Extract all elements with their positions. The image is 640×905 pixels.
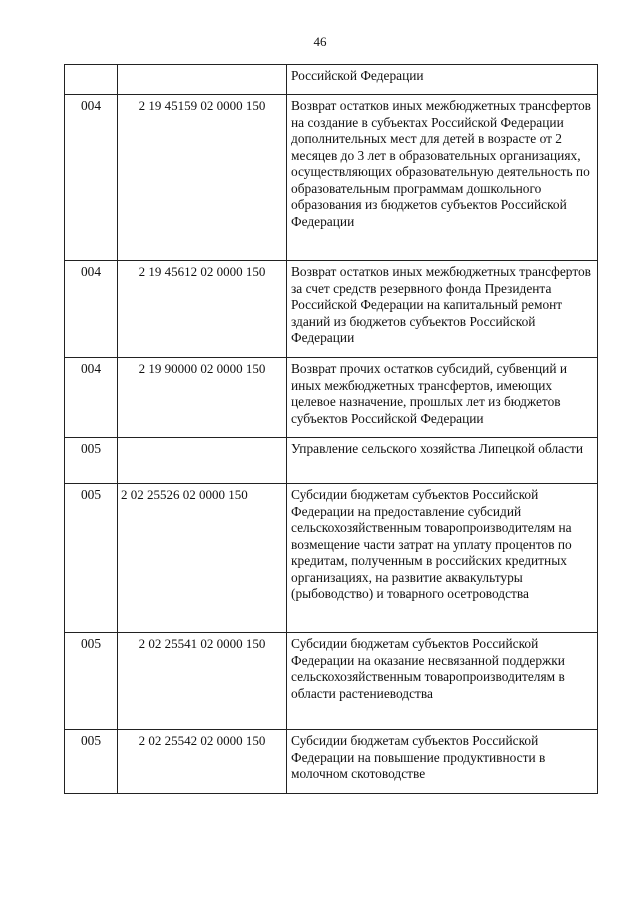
revenue-name-cell: Субсидии бюджетам субъектов Российской Федерации на оказание несвязанной поддержки сельскохозяйственным товаропроизводителям в области растениеводства: [287, 633, 598, 730]
revenue-name-cell: Российской Федерации: [287, 65, 598, 95]
admin-code-cell: 005: [65, 438, 118, 484]
page-number: 46: [313, 34, 327, 49]
revenue-name-cell: Возврат прочих остатков субсидий, субвенций и иных межбюджетных трансфертов, имеющих целевое назначение, прошлых лет из бюджетов субъектов Российской Федерации: [287, 358, 598, 438]
revenue-name-cell: Управление сельского хозяйства Липецкой области: [287, 438, 598, 484]
table-row: [65, 95, 598, 261]
admin-code-cell: 005: [65, 633, 118, 730]
budget-classification-table: [64, 64, 598, 794]
table-row: [65, 65, 598, 95]
budget-code-cell: 2 02 25542 02 0000 150: [118, 730, 287, 794]
budget-code-cell: 2 19 45159 02 0000 150: [118, 95, 287, 261]
table-row: [65, 730, 598, 794]
budget-code-cell: [118, 65, 287, 95]
budget-code-cell: 2 19 90000 02 0000 150: [118, 358, 287, 438]
table-row: [65, 484, 598, 633]
revenue-name-cell: Возврат остатков иных межбюджетных трансфертов за счет средств резервного фонда Президента Российской Федерации на капитальный ремонт зданий из бюджетов субъектов Российской Федерации: [287, 261, 598, 358]
table-row: [65, 261, 598, 358]
revenue-name-cell: Субсидии бюджетам субъектов Российской Федерации на повышение продуктивности в молочном скотоводстве: [287, 730, 598, 794]
table-row: [65, 358, 598, 438]
budget-code-cell: [118, 438, 287, 484]
admin-code-cell: 005: [65, 730, 118, 794]
admin-code-cell: [65, 65, 118, 95]
budget-code-cell: 2 19 45612 02 0000 150: [118, 261, 287, 358]
revenue-name-cell: Субсидии бюджетам субъектов Российской Федерации на предоставление субсидий сельскохозяйственным товаропроизводителям на возмещение части затрат на уплату процентов по кредитам, полученным в российских кредитных организациях, на развитие аквакультуры (рыбоводство) и товарного осетроводства: [287, 484, 598, 633]
budget-code-cell: 2 02 25526 02 0000 150: [118, 484, 287, 633]
budget-code-cell: 2 02 25541 02 0000 150: [118, 633, 287, 730]
table-row: [65, 438, 598, 484]
admin-code-cell: 004: [65, 95, 118, 261]
admin-code-cell: 004: [65, 261, 118, 358]
admin-code-cell: 005: [65, 484, 118, 633]
admin-code-cell: 004: [65, 358, 118, 438]
revenue-name-cell: Возврат остатков иных межбюджетных трансфертов на создание в субъектах Российской Федерации дополнительных мест для детей в возрасте от 2 месяцев до 3 лет в образовательных организациях, осуществляющих образовательную деятельность по образовательным программам дошкольного образования из бюджетов субъектов Российской Федерации: [287, 95, 598, 261]
table-row: [65, 633, 598, 730]
